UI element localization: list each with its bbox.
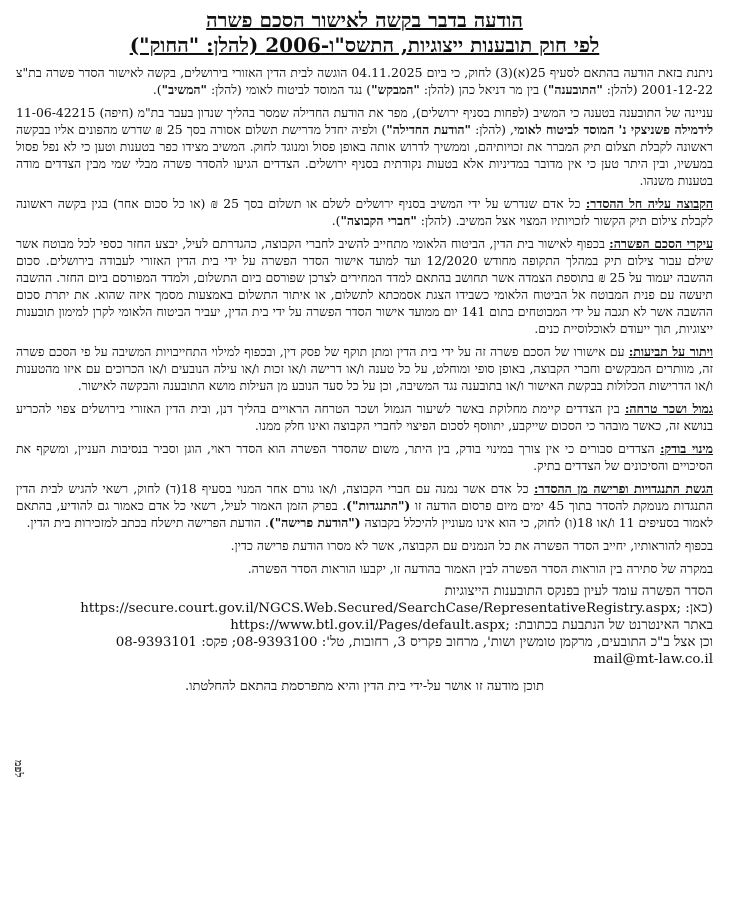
group-heading: הקבוצה עליה חל ההסדר: [585, 196, 713, 211]
office-line: וכן אצל ב"כ התובעים, מרקמן טומשין ושות', מרחוב פקריס 3, רחובות, טל': 08-9393100; פקס: 08-9393101 [115, 635, 713, 650]
waiver-heading: ויתור על תביעות: [628, 344, 713, 359]
email-link[interactable]: mail@mt-law.co.il [593, 652, 713, 667]
registry-link-line: (כאן: https://secure.court.gov.il/NGCS.Web.Secured/SearchCase/RepresentativeRegistry.aspx; [80, 601, 713, 616]
title-line-2: לפי חוק תובענות ייצוגיות, התשס"ו-2006 (להלן: "החוק") [129, 33, 600, 57]
fees-heading: גמול ושכר טרחה: [624, 401, 713, 416]
intro-paragraph: ניתנת בזאת הודעה בהתאם לסעיף 25(א)(3) לחוק, כי ביום 04.11.2025 הוגשה לבית הדין האזורי בירושלים, בקשה לאישור הסדר פשרה בת"צ 2001-12-22 (להלן: "התובענה") בין מר דניאל כהן (להלן: "המבקש") נגד המוסד לביטוח לאומי (להלן: "המשיב"). [16, 65, 713, 97]
side-mark: לפמ [12, 760, 25, 778]
registry-line: הסדר הפשרה עומד לעיון בפנקס התובענות הייצוגיות [444, 584, 713, 599]
objection-paragraph: הגשת התנגדויות ופרישה מן ההסדר: כל אדם אשר נמנה עם חברי הקבוצה, ו/או גורם אחר המנוי בסעיף 18(ד) לחוק, רשאי להגיש לבית הדין התנגדות מנומקת להסדר בתוך 45 ימים מיום פרסום הודעה זו ("התנגדות"). בפרק הזמן האמור לעיל, רשאי כל אדם כאמור גם להודיע, בהתאם לאמור בסעיפים 11 ו/או 18(ו) לחוק, כי הוא אינו מעוניין להיכלל בקבוצה ("הודעת פרישה"). הודעת הפרישה תישלח בכתב למזכירות בית הדין. [16, 481, 713, 530]
terms-paragraph: עיקרי הסכם הפשרה: בכפוף לאישור בית הדין, הביטוח הלאומי מתחייב להשיב לחברי הקבוצה, כהגדרתם לעיל, יבצע החזר כספי לכל מבוטח אשר שילם עבור צילום תיק במהלך התקופה מחודש 12/2020 ועד למועד אישור הסדר הפשרה על ידי בית הדין האזורי לעבודה בירושלים. סכום ההשבה יעמוד על 25 ₪ בתוספת הצמדה אשר תחושב בהתאם למדד המחירים לצרכן שפורסם ביום התשלום, ולמדד המפורסם ביום החזר. ההשבה תיעשה עם פנית המבוטח אל הביטוח הלאומי כשבידו הצגת אסמכתא לתשלום, או איתור התשלום באמצעות מסמך איזה שהוא. את יתרת סכום ההשבה אשר לא תגבה על ידי המבוטחים בתום 141 יום ממועד אישור הסדר הפשרה על ידי בית הדין, יעביר הביטוח הלאומי לקרן למימון תובענות ייצוגיות, תוך ייעודם לאוכלוסיית כנים. [16, 236, 714, 336]
group-paragraph: הקבוצה עליה חל ההסדר: כל אדם שנדרש על ידי המשיב בסניף ירושלים לשלם או תשלום בסך 25 ₪ (או כל סכום אחר) בגין בקשה ראשונה לקבלת צילום תיק הקשור לזכויותיו המצוי אצל המשיב. (להלן: "חברי הקבוצה"). [16, 196, 713, 228]
closing-paragraph-2: במקרה של סתירה בין הוראות הסדר הפשרה לבין האמור בהודעה זו, יקבעו הוראות הסדר הפשרה. [247, 561, 713, 576]
btl-website-link[interactable]: https://www.btl.gov.il/Pages/default.aspx; [230, 618, 510, 633]
examiner-paragraph: מינוי בודק: הצדדים סבורים כי אין צורך במינוי בודק, בין היתר, משום שהסדר הפשרה הוא הסדר ראוי, הוגן וסביר בנסיבות העניין, ומשקף את הסיכויים והסיכונים של הצדדים בתיק. [16, 441, 713, 473]
terms-heading: עיקרי הסכם הפשרה: [609, 236, 713, 251]
website-link-line: באתר האינטרנט של הנתבעת בכתובת: https://www.btl.gov.il/Pages/default.aspx; [230, 618, 713, 633]
email-line [16, 651, 713, 668]
notice-body [16, 64, 713, 695]
objection-heading: הגשת התנגדויות ופרישה מן ההסדר: [533, 481, 713, 496]
waiver-paragraph: ויתור על תביעות: עם אישורו של הסכם פשרה זה על ידי בית הדין ומתן תוקף של פסק דין, ובכפוף למילוי התחייבויות המשיבה על פי הסכם פשרה זה, מוותרים המבקשים וחברי הקבוצה, באופן סופי ומוחלט, על כל טענה ו/או דרישה ו/או זכות ו/או עילה הנובעים ו/או הכרוכים עם איזו מהטענות ו/או הדרישות הכלולות בבקשת האישור ו/או בתובענה נגד המשיבה, וכן על כל סעד הנובע מן העילות מושא התובענה והבקשה לאישור. [16, 344, 713, 393]
court-registry-link[interactable]: https://secure.court.gov.il/NGCS.Web.Secured/SearchCase/RepresentativeRegistry.aspx; [80, 601, 681, 616]
approval-footer: תוכן מודעה זו אושר על-ידי בית הדין והיא מתפרסמת בהתאם להחלטתו. [184, 679, 545, 694]
registry-block [16, 583, 713, 668]
fees-paragraph: גמול ושכר טרחה: בין הצדדים קיימת מחלוקת באשר לשיעור הגמול ושכר הטרחה הראויים בהליך דנן, ובית הדין האזורי בירושלים צפוי להכריע בנושא זה, כאשר מובהר כי הסכום שייקבע, יתווסף לסכום הפיצוי לחברי הקבוצה ואינו חלק ממנו. [16, 401, 713, 433]
examiner-heading: מינוי בודק: [659, 441, 713, 456]
notice-title [16, 8, 713, 58]
closing-paragraph-1: בכפוף להוראותיו, יחייב הסדר הפשרה את כל הנמנים עם הקבוצה, אשר לא מסרו הודעת פרישה כדין. [230, 538, 713, 553]
claim-paragraph: עניינה של התובענה בטענה כי המשיב (לפחות בסניף ירושלים), מפר את הודעת החדילה שמסר בהליך שנדון בעבר בת"מ (חיפה) 11-06-42215 לידמילה פשניצקי נ' המוסד לביטוח לאומי, (להלן: "הודעת החדילה") ולפיה יחדל מדרישת תשלום אסורה בסך 25 ₪ שדרש מהפונים אליו בבקשה ראשונה לקבלת תצלום תיק המברר את זכויותיהם, וממשיך לדרוש אותה באופן פסול ומנוגד לחוק. המשיב מצידו כפר בטענות וטען כי לא נפל פסול במעשיו, ובין היתר טען כי אין מדובר במדיניות אלא בטעות נקודתית בסניף ירושלים. הצדדים הגיעו להסדר פשרה מבלי שמי מבין הצדדים מודה בטענות משנהו. [16, 105, 713, 188]
title-line-1: הודעה בדבר בקשה לאישור הסכם פשרה [206, 8, 523, 32]
